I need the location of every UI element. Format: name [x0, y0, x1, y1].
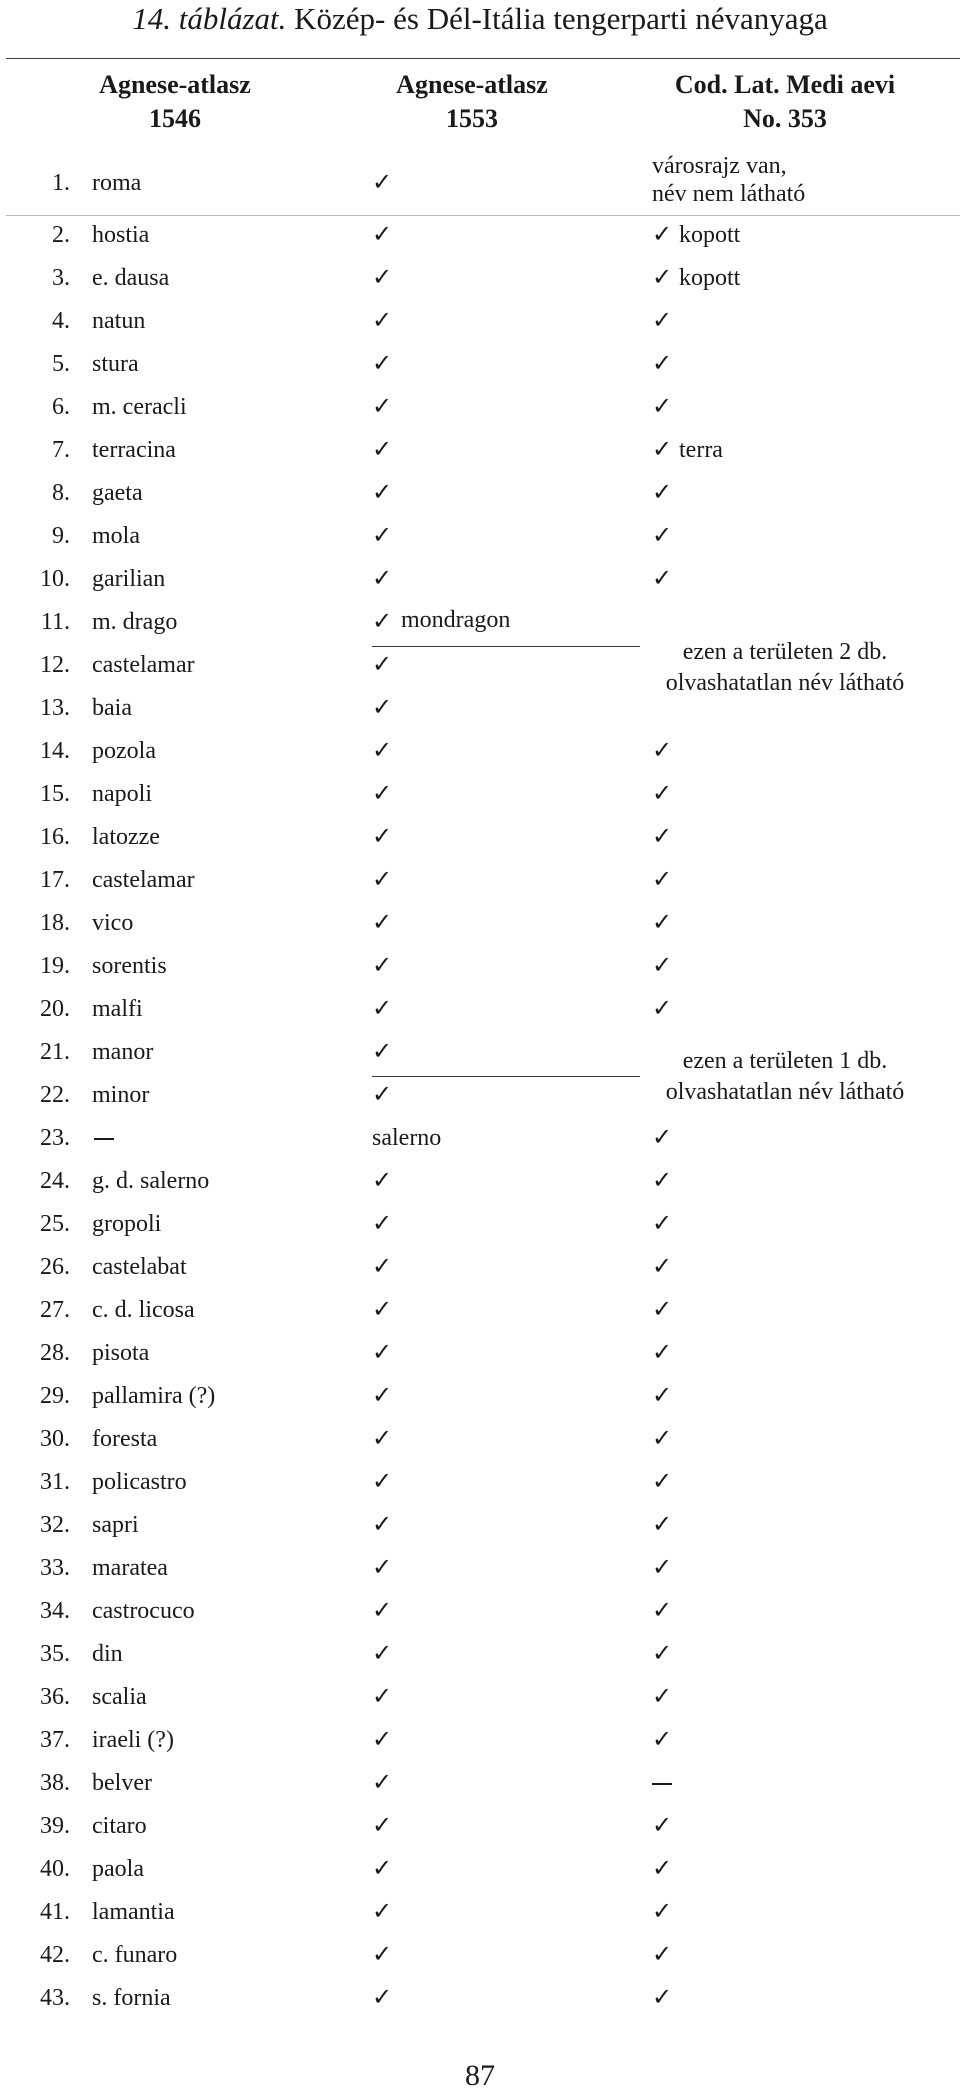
row-number: 31. — [40, 1469, 70, 1495]
caption-label: 14. táblázat. — [132, 1, 287, 36]
table-caption — [0, 0, 960, 38]
check-mark: ✓ — [652, 308, 673, 334]
place-name: din — [92, 1641, 123, 1667]
check-mark: ✓ — [372, 1168, 393, 1194]
place-name: pisota — [92, 1340, 150, 1366]
check-mark: ✓ — [652, 1813, 673, 1839]
place-name: gropoli — [92, 1211, 162, 1237]
check-mark: ✓ — [652, 996, 673, 1022]
place-name: terracina — [92, 437, 176, 463]
row-number: 16. — [40, 824, 70, 850]
table-row — [0, 1682, 960, 1718]
place-name: manor — [92, 1039, 154, 1065]
place-name: castrocuco — [92, 1598, 195, 1624]
check-mark: ✓ — [372, 1813, 393, 1839]
place-name: mola — [92, 523, 140, 549]
check-mark: ✓ — [372, 351, 393, 377]
check-mark: ✓ — [372, 1899, 393, 1925]
check-mark: ✓ — [372, 170, 393, 196]
check-mark: ✓ — [652, 1383, 673, 1409]
table-row — [0, 435, 960, 471]
table-row — [0, 1467, 960, 1503]
check-mark: ✓ — [372, 652, 393, 678]
check-mark: ✓ — [652, 1985, 673, 2011]
row-number: 12. — [40, 652, 70, 678]
check-mark: ✓ — [372, 824, 393, 850]
row-number: 9. — [52, 523, 70, 549]
table-row — [0, 1639, 960, 1675]
place-name: minor — [92, 1082, 150, 1108]
note-line: olvashatatlan név látható — [665, 1078, 905, 1105]
row-number: 23. — [40, 1125, 70, 1151]
table-row — [0, 951, 960, 987]
check-mark: ✓ — [652, 351, 673, 377]
row-number: 37. — [40, 1727, 70, 1753]
row-number: 28. — [40, 1340, 70, 1366]
merged-note — [640, 1046, 930, 1108]
check-mark: ✓ — [372, 996, 393, 1022]
table-row — [0, 908, 960, 944]
col2-text: salerno — [372, 1125, 442, 1151]
place-name: napoli — [92, 781, 152, 807]
check-mark: ✓ — [372, 265, 393, 291]
check-mark: ✓ — [372, 910, 393, 936]
row-number: 39. — [40, 1813, 70, 1839]
col3-text: terra — [679, 437, 723, 463]
table-row — [0, 736, 960, 772]
place-name: pozola — [92, 738, 156, 764]
check-mark: ✓ — [652, 1340, 673, 1366]
check-mark: ✓ — [652, 738, 673, 764]
row-number: 29. — [40, 1383, 70, 1409]
table-row — [0, 1166, 960, 1202]
col3-text: kopott — [679, 265, 741, 291]
check-mark: ✓ — [652, 1297, 673, 1323]
place-name: stura — [92, 351, 139, 377]
header-col-1546: Agnese-atlasz 1546 — [99, 70, 251, 133]
place-name: s. fornia — [92, 1985, 171, 2011]
place-name: sorentis — [92, 953, 167, 979]
check-mark: ✓ — [372, 1985, 393, 2011]
row-number: 17. — [40, 867, 70, 893]
check-mark: ✓ — [372, 1942, 393, 1968]
page-number: 87 — [465, 2059, 495, 2092]
check-mark: ✓ — [652, 867, 673, 893]
row-number: 3. — [52, 265, 70, 291]
check-mark: ✓ — [652, 1899, 673, 1925]
place-name: castelabat — [92, 1254, 187, 1280]
check-mark: ✓ — [652, 781, 673, 807]
row-number: 34. — [40, 1598, 70, 1624]
dash-mark — [652, 1783, 672, 1785]
place-name: maratea — [92, 1555, 168, 1581]
place-name: roma — [92, 170, 142, 196]
place-name: policastro — [92, 1469, 187, 1495]
place-name: c. funaro — [92, 1942, 178, 1968]
place-name: gaeta — [92, 480, 143, 506]
check-mark: ✓ — [372, 1426, 393, 1452]
check-mark: ✓ — [652, 265, 673, 291]
check-mark: ✓ — [652, 480, 673, 506]
check-mark: ✓ — [372, 437, 393, 463]
row-number: 1. — [52, 170, 70, 196]
check-mark: ✓ — [652, 222, 673, 248]
row-number: 30. — [40, 1426, 70, 1452]
table-row — [0, 263, 960, 299]
row-number: 21. — [40, 1039, 70, 1065]
check-mark: ✓ — [372, 1469, 393, 1495]
row-separator — [372, 646, 640, 647]
row-number: 33. — [40, 1555, 70, 1581]
check-mark: ✓ — [372, 1082, 393, 1108]
check-mark: ✓ — [652, 1684, 673, 1710]
table-row — [0, 1338, 960, 1374]
check-mark: ✓ — [652, 1727, 673, 1753]
table-row — [0, 1596, 960, 1632]
check-mark: ✓ — [372, 1512, 393, 1538]
top-rule — [6, 58, 960, 59]
row-number: 7. — [52, 437, 70, 463]
row-number: 19. — [40, 953, 70, 979]
check-mark: ✓ — [652, 824, 673, 850]
check-mark: ✓ — [372, 1856, 393, 1882]
row-number: 4. — [52, 308, 70, 334]
table-row — [0, 1553, 960, 1589]
col3-line: név nem látható — [652, 181, 806, 207]
table-row — [0, 521, 960, 557]
table-row — [0, 1123, 960, 1159]
check-mark: ✓ — [372, 394, 393, 420]
place-name: e. dausa — [92, 265, 170, 291]
place-name: belver — [92, 1770, 152, 1796]
merged-note — [640, 637, 930, 699]
check-mark: ✓ — [372, 1383, 393, 1409]
place-name: castelamar — [92, 652, 195, 678]
table-row — [0, 349, 960, 385]
place-name: garilian — [92, 566, 166, 592]
row-number: 43. — [40, 1985, 70, 2011]
check-mark: ✓ — [372, 953, 393, 979]
check-mark: ✓ — [652, 1641, 673, 1667]
row-number: 24. — [40, 1168, 70, 1194]
place-name: iraeli (?) — [92, 1727, 174, 1753]
table-row — [0, 1897, 960, 1933]
row-number: 26. — [40, 1254, 70, 1280]
table-row — [0, 478, 960, 514]
check-mark: ✓ — [652, 1555, 673, 1581]
check-mark: ✓ — [372, 1641, 393, 1667]
header-col-1553: Agnese-atlasz 1553 — [396, 70, 548, 133]
col2-text: mondragon — [401, 607, 511, 633]
table-row — [0, 994, 960, 1030]
row-number: 8. — [52, 480, 70, 506]
row-number: 2. — [52, 222, 70, 248]
table-row — [0, 1768, 960, 1804]
check-mark: ✓ — [652, 953, 673, 979]
place-name: castelamar — [92, 867, 195, 893]
check-mark: ✓ — [372, 695, 393, 721]
row-number: 41. — [40, 1899, 70, 1925]
row-number: 35. — [40, 1641, 70, 1667]
table-row — [0, 1983, 960, 2019]
col3-line: városrajz van, — [652, 153, 787, 179]
place-name: natun — [92, 308, 146, 334]
check-mark: ✓ — [372, 1684, 393, 1710]
table-row — [0, 564, 960, 600]
header-col-codex: Cod. Lat. Medi aevi No. 353 — [674, 70, 896, 133]
row-number: 36. — [40, 1684, 70, 1710]
table-row — [0, 153, 960, 207]
table-row — [0, 392, 960, 428]
table-row — [0, 1424, 960, 1460]
table-row — [0, 822, 960, 858]
check-mark: ✓ — [652, 1426, 673, 1452]
check-mark: ✓ — [372, 222, 393, 248]
row-number: 13. — [40, 695, 70, 721]
row-number: 11. — [40, 609, 70, 635]
check-mark: ✓ — [652, 437, 673, 463]
row-number: 6. — [52, 394, 70, 420]
check-mark: ✓ — [372, 1297, 393, 1323]
check-mark: ✓ — [372, 523, 393, 549]
check-mark: ✓ — [652, 394, 673, 420]
row-number: 27. — [40, 1297, 70, 1323]
place-name: pallamira (?) — [92, 1383, 216, 1409]
check-mark: ✓ — [652, 910, 673, 936]
check-mark: ✓ — [372, 1598, 393, 1624]
check-mark: ✓ — [652, 566, 673, 592]
table-row — [0, 1811, 960, 1847]
place-name: m. drago — [92, 609, 178, 635]
check-mark: ✓ — [652, 1125, 673, 1151]
place-name: m. ceracli — [92, 394, 187, 420]
row-number: 22. — [40, 1082, 70, 1108]
check-mark: ✓ — [372, 1211, 393, 1237]
place-name: malfi — [92, 996, 143, 1022]
table-row — [0, 1209, 960, 1245]
check-mark: ✓ — [652, 1168, 673, 1194]
check-mark: ✓ — [372, 867, 393, 893]
check-mark: ✓ — [652, 1211, 673, 1237]
check-mark: ✓ — [372, 1770, 393, 1796]
table-row — [0, 865, 960, 901]
note-line: ezen a területen 2 db. — [682, 639, 888, 665]
check-mark: ✓ — [372, 781, 393, 807]
place-name: paola — [92, 1856, 144, 1882]
place-name: scalia — [92, 1684, 147, 1710]
check-mark: ✓ — [372, 1555, 393, 1581]
table-row — [0, 306, 960, 342]
check-mark: ✓ — [372, 1340, 393, 1366]
check-mark: ✓ — [652, 1942, 673, 1968]
row-number: 32. — [40, 1512, 70, 1538]
table-row — [0, 779, 960, 815]
place-name: sapri — [92, 1512, 139, 1538]
place-name: foresta — [92, 1426, 158, 1452]
check-mark: ✓ — [652, 1856, 673, 1882]
table-row — [0, 1381, 960, 1417]
note-line: olvashatatlan név látható — [665, 670, 905, 696]
caption-text: Közép- és Dél-Itália tengerparti névanyaga — [294, 1, 828, 36]
check-mark: ✓ — [372, 1254, 393, 1280]
row-number: 42. — [40, 1942, 70, 1968]
row-number: 40. — [40, 1856, 70, 1882]
row-number: 14. — [40, 738, 70, 764]
col3-text: kopott — [679, 222, 741, 248]
table-row — [0, 1252, 960, 1288]
place-name: c. d. licosa — [92, 1297, 195, 1323]
place-name: lamantia — [92, 1899, 175, 1925]
check-mark: ✓ — [652, 1512, 673, 1538]
col3-text — [652, 152, 805, 208]
place-name: latozze — [92, 824, 160, 850]
place-name: citaro — [92, 1813, 147, 1839]
check-mark: ✓ — [372, 1727, 393, 1753]
place-name: hostia — [92, 222, 150, 248]
dash-mark — [94, 1138, 114, 1140]
check-mark: ✓ — [372, 1039, 393, 1065]
row-number: 25. — [40, 1211, 70, 1237]
row-number: 15. — [40, 781, 70, 807]
row-number: 38. — [40, 1770, 70, 1796]
check-mark: ✓ — [372, 609, 393, 635]
check-mark: ✓ — [652, 1254, 673, 1280]
check-mark: ✓ — [372, 480, 393, 506]
check-mark: ✓ — [372, 738, 393, 764]
table-row — [0, 1854, 960, 1890]
table-row — [0, 220, 960, 256]
table-row — [0, 1940, 960, 1976]
place-name: baia — [92, 695, 132, 721]
row-number: 5. — [52, 351, 70, 377]
check-mark: ✓ — [652, 1469, 673, 1495]
table-row — [0, 1510, 960, 1546]
row-number: 18. — [40, 910, 70, 936]
row-number: 10. — [40, 566, 70, 592]
table-row — [0, 1295, 960, 1331]
note-line: ezen a területen 1 db. — [682, 1047, 888, 1074]
row-separator — [372, 1076, 640, 1077]
check-mark: ✓ — [652, 1598, 673, 1624]
place-name: g. d. salerno — [92, 1168, 210, 1194]
check-mark: ✓ — [372, 566, 393, 592]
place-name: vico — [92, 910, 134, 936]
row-number: 20. — [40, 996, 70, 1022]
check-mark: ✓ — [372, 308, 393, 334]
row-separator — [6, 215, 960, 216]
check-mark: ✓ — [652, 523, 673, 549]
table-row — [0, 1725, 960, 1761]
